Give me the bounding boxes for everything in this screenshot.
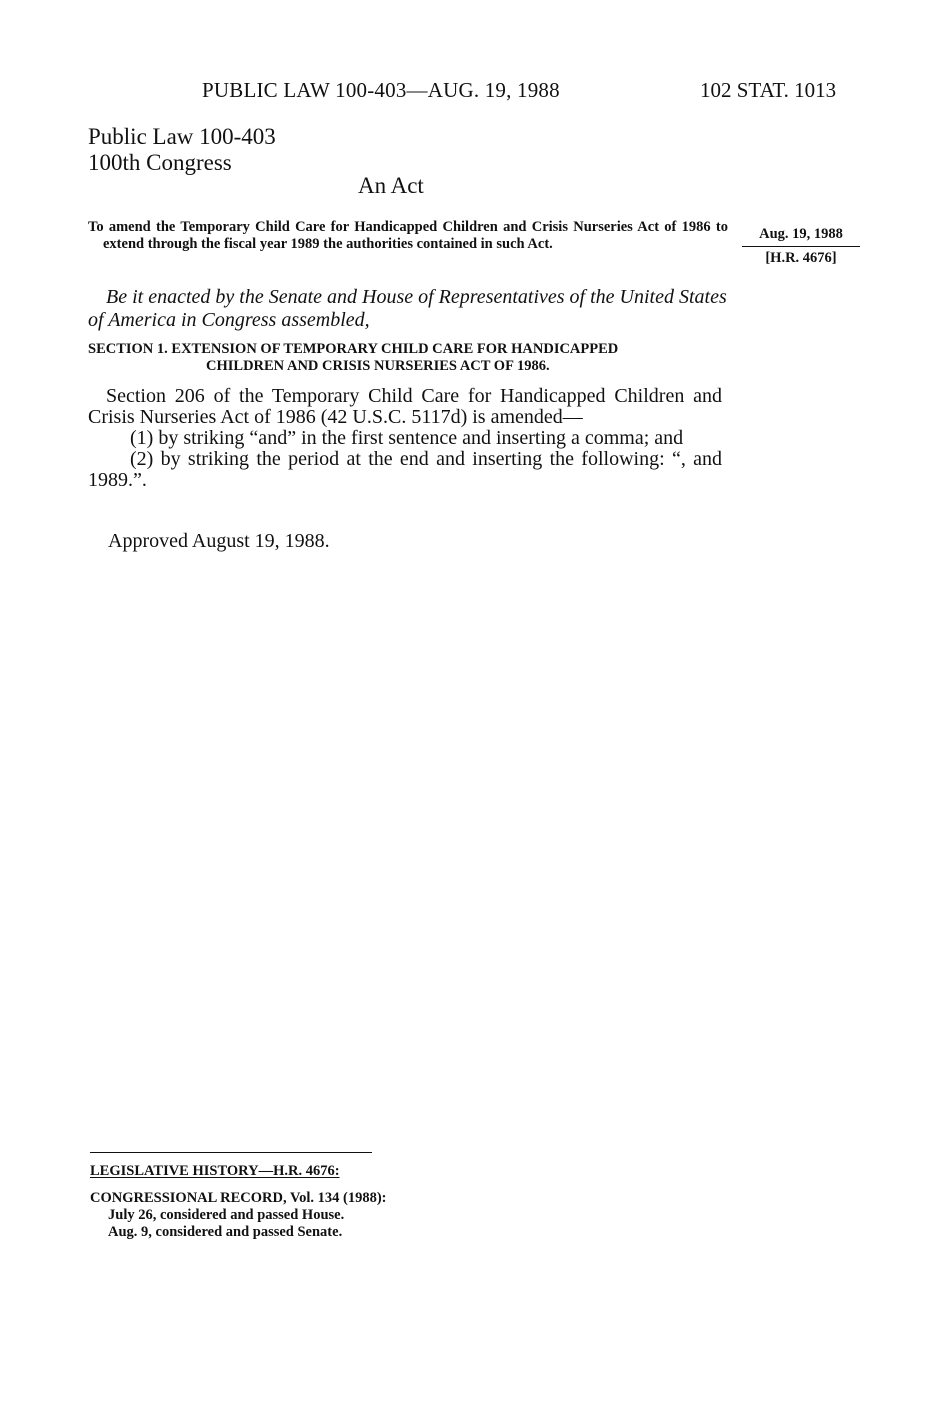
- margin-note-bill: [H.R. 4676]: [765, 250, 837, 266]
- history-entry: Aug. 9, considered and passed Senate.: [108, 1224, 343, 1240]
- section-lead-text: Section 206 of the Temporary Child Care for Handicapped Children and Crisis Nurseries Act of 1986 (42 U.S.C. 5117d) is amended—: [88, 385, 722, 428]
- section-heading: [88, 341, 728, 375]
- congress-number: 100th Congress: [88, 150, 232, 175]
- legislative-history-record: [90, 1190, 387, 1241]
- congressional-record-title: CONGRESSIONAL RECORD, Vol. 134 (1988):: [90, 1190, 387, 1206]
- footnote-divider: [90, 1152, 372, 1153]
- section-item: (1) by striking “and” in the first sentence and inserting a comma; and: [130, 427, 684, 449]
- approval-date: Approved August 19, 1988.: [108, 530, 330, 552]
- margin-note: [742, 226, 860, 267]
- enacting-clause-text: Be it enacted by the Senate and House of Representatives of the United States of America in Congress assembled,: [88, 286, 727, 331]
- legislative-history-title: [90, 1163, 340, 1180]
- law-title-block: [88, 124, 276, 176]
- act-label: An Act: [358, 173, 424, 198]
- purpose-text: To amend the Temporary Child Care for Handicapped Children and Crisis Nurseries Act of 1986 to extend through the fiscal year 1989 the authorities contained in such Act.: [88, 219, 728, 252]
- legislative-history-title-text: LEGISLATIVE HISTORY—H.R. 4676:: [90, 1163, 340, 1179]
- section-heading-line2: CHILDREN AND CRISIS NURSERIES ACT OF 1986.: [206, 358, 550, 374]
- section-item: (2) by striking the period at the end and inserting the following: “, and 1989.”.: [88, 448, 722, 491]
- running-head: PUBLIC LAW 100-403—AUG. 19, 1988: [202, 78, 560, 102]
- stat-citation: 102 STAT. 1013: [700, 78, 837, 102]
- enacting-clause: [88, 286, 728, 332]
- section-heading-line1: SECTION 1. EXTENSION OF TEMPORARY CHILD CARE FOR HANDICAPPED: [88, 341, 619, 357]
- margin-note-date: Aug. 19, 1988: [742, 226, 860, 247]
- purpose-clause: [88, 219, 728, 253]
- public-law-number: Public Law 100-403: [88, 124, 276, 149]
- section-body: [88, 386, 722, 491]
- history-entry: July 26, considered and passed House.: [108, 1207, 345, 1223]
